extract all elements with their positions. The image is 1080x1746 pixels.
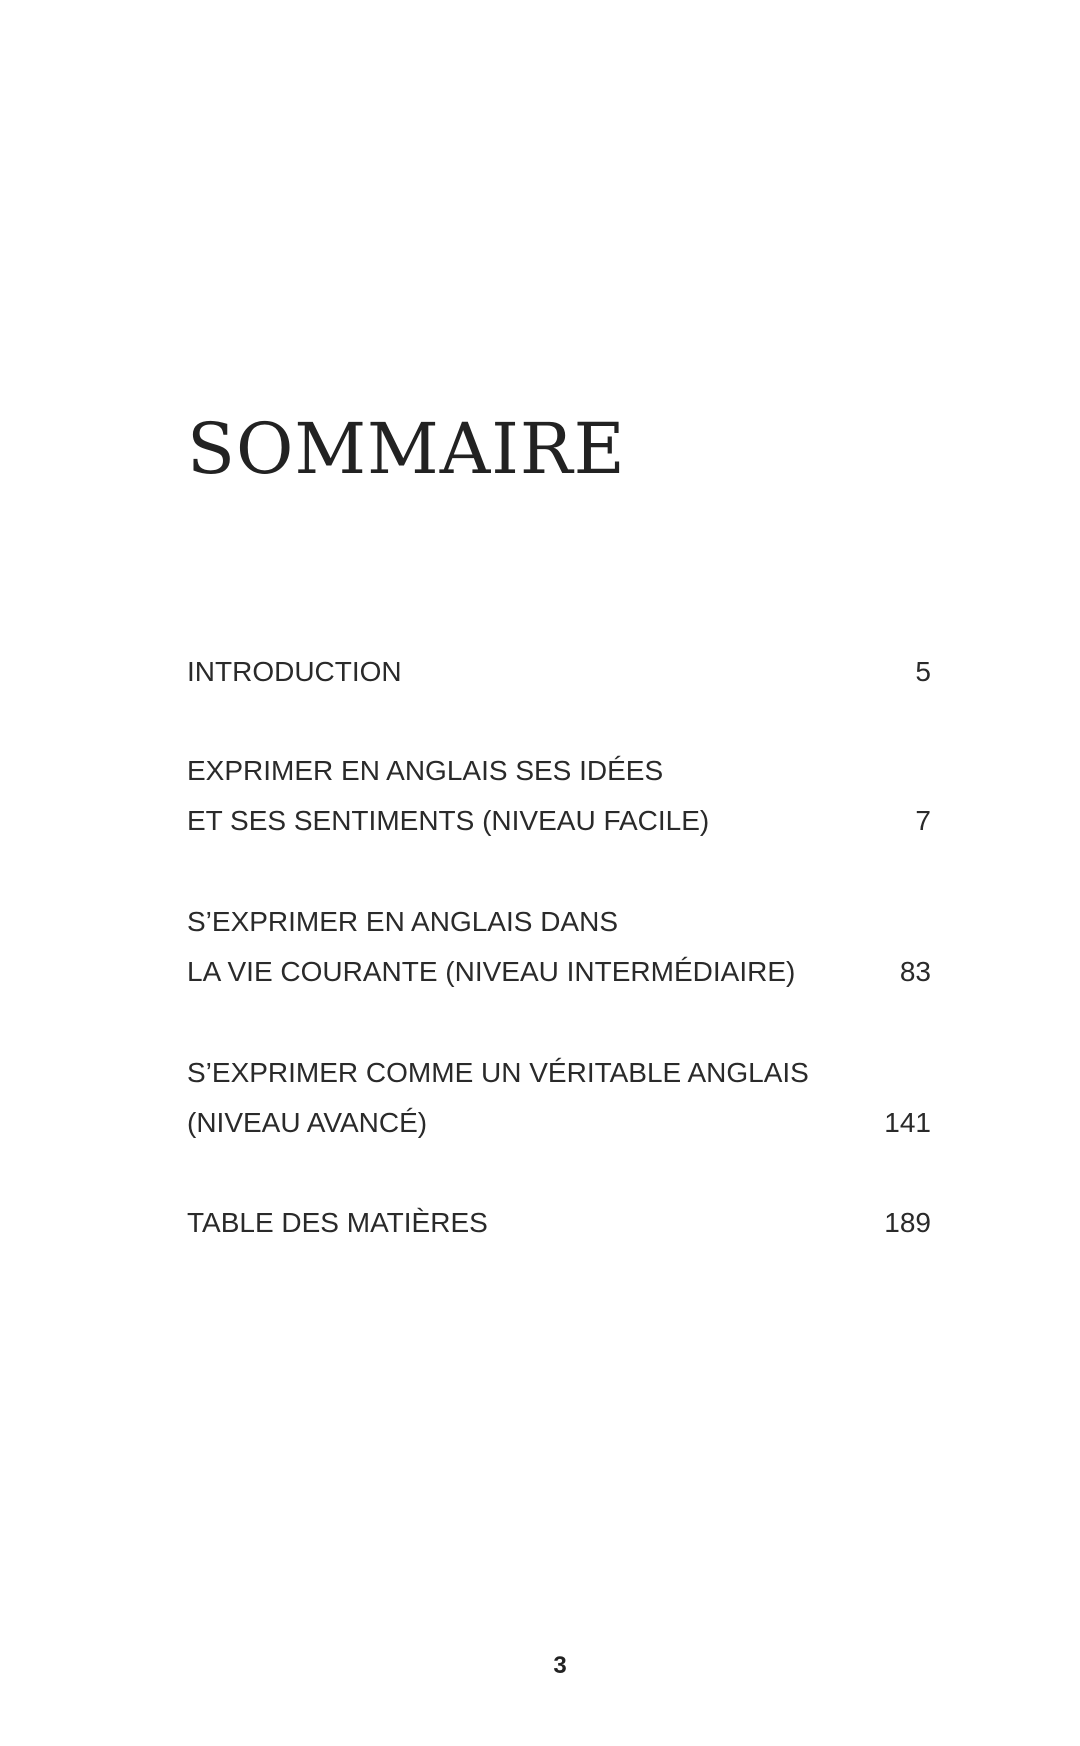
toc-entry-niveau-intermediaire[interactable] bbox=[187, 897, 931, 997]
toc-page-number: 7 bbox=[915, 805, 931, 836]
toc-entry-line: ET SES SENTIMENTS (NIVEAU FACILE) bbox=[187, 805, 710, 836]
toc-entry-label bbox=[187, 1048, 809, 1148]
page-folio: 3 bbox=[553, 1652, 567, 1679]
toc-entry-niveau-facile[interactable] bbox=[187, 746, 931, 846]
toc-entry-line: INTRODUCTION bbox=[187, 656, 402, 687]
toc-page-number: 83 bbox=[899, 956, 931, 987]
toc-entry-line: S’EXPRIMER COMME UN VÉRITABLE ANGLAIS bbox=[187, 1057, 809, 1088]
toc-entry-label bbox=[187, 897, 795, 997]
toc-entry-introduction[interactable] bbox=[187, 647, 931, 697]
toc-entry-table-des-matieres[interactable] bbox=[187, 1198, 931, 1248]
toc-entry-line: EXPRIMER EN ANGLAIS SES IDÉES bbox=[187, 755, 664, 786]
toc-page-number: 189 bbox=[884, 1207, 931, 1238]
toc-entry-label bbox=[187, 1198, 488, 1248]
toc-entry-line: LA VIE COURANTE (NIVEAU INTERMÉDIAIRE) bbox=[187, 956, 796, 987]
toc-entry-label bbox=[187, 647, 402, 697]
page-title: SOMMAIRE bbox=[187, 408, 626, 490]
toc-entry-label bbox=[187, 746, 709, 846]
toc-entry-line: (NIVEAU AVANCÉ) bbox=[187, 1107, 428, 1138]
toc-page-number: 141 bbox=[884, 1107, 931, 1138]
toc-page-number: 5 bbox=[915, 656, 931, 687]
toc-entry-niveau-avance[interactable] bbox=[187, 1048, 931, 1148]
toc-entry-line: TABLE DES MATIÈRES bbox=[187, 1207, 488, 1238]
toc-entry-line: S’EXPRIMER EN ANGLAIS DANS bbox=[187, 906, 619, 937]
